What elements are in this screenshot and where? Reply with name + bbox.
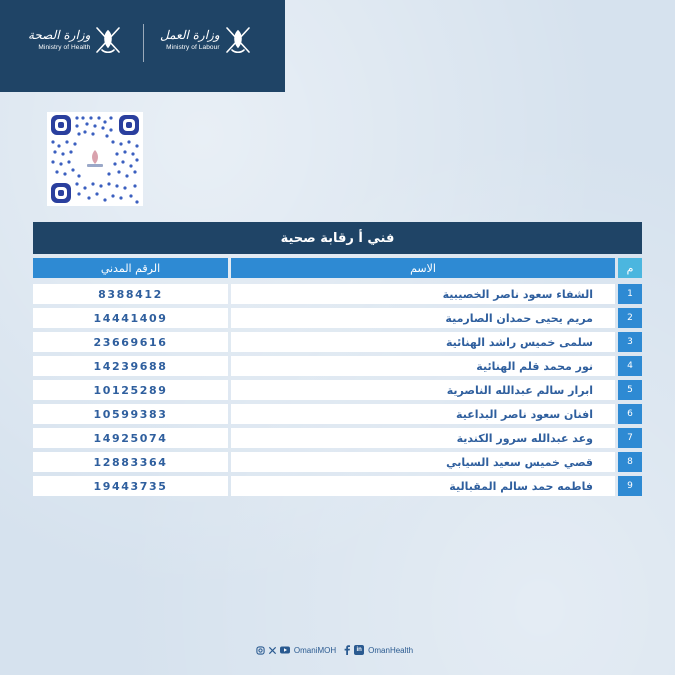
ministry-name-ar: وزارة العمل (160, 28, 220, 42)
name-cell: افنان سعود ناصر البداعية (231, 404, 615, 424)
name-cell: ابرار سالم عبدالله الناصرية (231, 380, 615, 400)
ministry-of-labour-logo (160, 22, 256, 58)
table-row (33, 356, 642, 376)
name-cell: فاطمه حمد سالم المقبالية (231, 476, 615, 496)
social-handle[interactable]: OmanHealth (368, 645, 414, 655)
name-cell: سلمى خميس راشد الهنائية (231, 332, 615, 352)
qr-code-icon[interactable] (47, 112, 143, 206)
row-number-cell: 6 (618, 404, 642, 424)
table-row (33, 476, 642, 496)
header-banner (0, 0, 285, 92)
row-number-cell: 8 (618, 452, 642, 472)
social-handle[interactable]: OmaniMOH (293, 645, 337, 655)
civil-number-cell: 14441409 (33, 308, 228, 328)
table-row (33, 380, 642, 400)
table-row (33, 284, 642, 304)
table-row (33, 452, 642, 472)
civil-number-cell: 14239688 (33, 356, 228, 376)
header-divider (143, 24, 144, 62)
social-footer (0, 643, 675, 657)
name-cell: مريم يحيى حمدان الصارمية (231, 308, 615, 328)
oman-emblem-icon (90, 22, 126, 58)
facebook-icon[interactable] (342, 645, 352, 655)
row-number-cell: 2 (618, 308, 642, 328)
table-header-row (33, 258, 642, 278)
table-row (33, 332, 642, 352)
row-number-cell: 7 (618, 428, 642, 448)
column-header-civil-number: الرقم المدني (33, 258, 228, 278)
x-icon[interactable] (268, 645, 278, 655)
table-row (33, 404, 642, 424)
table-title: فني أ رقابة صحية (33, 222, 642, 254)
name-cell: الشفاء سعود ناصر الخصيبية (231, 284, 615, 304)
row-number-cell: 3 (618, 332, 642, 352)
row-number-cell: 5 (618, 380, 642, 400)
column-header-name: الاسم (231, 258, 615, 278)
ministry-name-en: Ministry of Health (38, 44, 91, 51)
youtube-icon[interactable] (280, 645, 290, 655)
ministry-name-ar: وزارة الصحة (28, 28, 91, 42)
row-number-cell: 1 (618, 284, 642, 304)
civil-number-cell: 12883364 (33, 452, 228, 472)
table-row (33, 308, 642, 328)
linkedin-icon[interactable]: in (354, 645, 364, 655)
column-header-number: م (618, 258, 642, 278)
ministry-of-health-logo (28, 22, 126, 58)
ministry-name-en: Ministry of Labour (166, 44, 220, 51)
civil-number-cell: 14925074 (33, 428, 228, 448)
table-row (33, 428, 642, 448)
oman-emblem-icon (220, 22, 256, 58)
name-cell: قصي خميس سعيد السيابي (231, 452, 615, 472)
instagram-icon[interactable] (256, 645, 266, 655)
civil-number-cell: 10125289 (33, 380, 228, 400)
civil-number-cell: 23669616 (33, 332, 228, 352)
row-number-cell: 4 (618, 356, 642, 376)
civil-number-cell: 8388412 (33, 284, 228, 304)
name-cell: وعد عبدالله سرور الكندية (231, 428, 615, 448)
civil-number-cell: 19443735 (33, 476, 228, 496)
civil-number-cell: 10599383 (33, 404, 228, 424)
name-cell: نور محمد قلم الهنائية (231, 356, 615, 376)
row-number-cell: 9 (618, 476, 642, 496)
